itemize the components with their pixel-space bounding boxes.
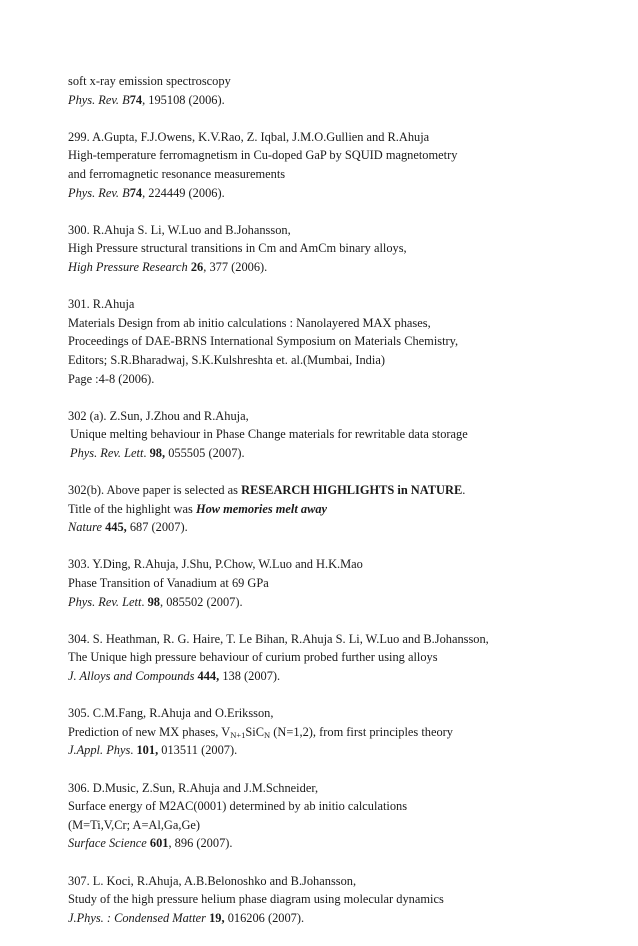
reference-line xyxy=(68,221,588,240)
reference-text: Unique melting behaviour in Phase Change materials for rewritable data storage xyxy=(70,427,468,442)
reference-line xyxy=(68,723,588,742)
reference-entry xyxy=(68,779,588,853)
reference-text: . xyxy=(141,594,148,609)
journal-text: Phys. Rev. B xyxy=(68,92,130,107)
reference-line xyxy=(68,648,588,667)
reference-text: 299. A.Gupta, F.J.Owens, K.V.Rao, Z. Iqbal, J.M.O.Gullien and R.Ahuja xyxy=(68,129,430,144)
journal-text: J.Appl. Phys xyxy=(68,743,131,758)
reference-line xyxy=(68,184,588,203)
reference-text: 303. Y.Ding, R.Ahuja, J.Shu, P.Chow, W.Luo and H.K.Mao xyxy=(68,557,363,572)
reference-line xyxy=(68,667,588,686)
reference-text: Prediction of new MX phases, V xyxy=(68,724,231,739)
volume-text: 98, xyxy=(149,445,166,460)
reference-entry xyxy=(68,295,588,388)
volume-text: 19, xyxy=(209,910,225,925)
reference-text: 305. C.M.Fang, R.Ahuja and O.Eriksson, xyxy=(68,706,274,721)
reference-line xyxy=(68,500,588,519)
reference-line xyxy=(68,295,588,314)
reference-text: and ferromagnetic resonance measurements xyxy=(68,166,286,181)
reference-line xyxy=(68,91,588,110)
reference-text: Phase Transition of Vanadium at 69 GPa xyxy=(68,576,269,591)
reference-line xyxy=(68,630,588,649)
reference-text: Editors; S.R.Bharadwaj, S.K.Kulshreshta et. al.(Mumbai, India) xyxy=(68,352,385,367)
reference-line xyxy=(68,314,588,333)
journal-text: Nature xyxy=(68,520,106,535)
reference-text: , 195108 (2006). xyxy=(142,92,225,107)
reference-line xyxy=(68,407,588,426)
subscript-text: N+1 xyxy=(230,729,246,740)
reference-line xyxy=(68,704,588,723)
reference-text: Proceedings of DAE-BRNS International Symposium on Materials Chemistry, xyxy=(68,334,459,349)
reference-line xyxy=(68,425,588,444)
reference-text: 055505 (2007). xyxy=(165,445,245,460)
volume-text: RESEARCH HIGHLIGHTS in NATURE xyxy=(241,483,463,498)
reference-text: , 085502 (2007). xyxy=(160,594,243,609)
journal-text: High Pressure Research xyxy=(68,259,191,274)
volume-text: 74 xyxy=(129,185,143,200)
reference-list xyxy=(68,72,588,946)
reference-text: 306. D.Music, Z.Sun, R.Ahuja and J.M.Schneider, xyxy=(68,780,319,795)
volume-text: 445, xyxy=(105,520,127,535)
journal-text: J.Phys. : Condensed Matter xyxy=(68,910,210,925)
reference-line xyxy=(68,72,588,91)
reference-line xyxy=(68,332,588,351)
reference-line xyxy=(68,128,588,147)
reference-entry xyxy=(68,481,588,537)
reference-text: 304. S. Heathman, R. G. Haire, T. Le Bihan, R.Ahuja S. Li, W.Luo and B.Johansson, xyxy=(68,631,489,646)
reference-text: High Pressure structural transitions in Cm and AmCm binary alloys, xyxy=(68,241,407,256)
reference-line xyxy=(68,574,588,593)
reference-text: The Unique high pressure behaviour of curium probed further using alloys xyxy=(68,650,438,665)
reference-entry xyxy=(68,221,588,277)
subscript-text: N xyxy=(264,729,271,740)
volume-text: 444, xyxy=(197,669,220,683)
reference-line xyxy=(68,146,588,165)
volume-text: 74 xyxy=(129,92,143,107)
reference-text: SiC xyxy=(245,724,265,739)
reference-line xyxy=(68,872,588,891)
reference-text: (M=Ti,V,Cr; A=Al,Ga,Ge) xyxy=(68,817,201,832)
reference-line xyxy=(68,797,588,816)
reference-text: Study of the high pressure helium phase diagram using molecular dynamics xyxy=(68,892,444,907)
reference-line xyxy=(68,890,588,909)
reference-text: 302 (a). Z.Sun, J.Zhou and R.Ahuja, xyxy=(68,408,249,423)
reference-text: Materials Design from ab initio calculations : Nanolayered MAX phases, xyxy=(68,315,431,330)
reference-text: Surface energy of M2AC(0001) determined by ab initio calculations xyxy=(68,799,408,814)
reference-line xyxy=(68,351,588,370)
reference-text: , 224449 (2006). xyxy=(142,185,225,200)
reference-line xyxy=(68,593,588,612)
volume-text: 101, xyxy=(136,743,159,758)
journal-text: Phys. Rev. B xyxy=(68,185,130,200)
reference-line xyxy=(68,518,588,537)
reference-line xyxy=(68,779,588,798)
reference-text: 013511 (2007). xyxy=(158,743,238,758)
reference-text: (N=1,2), from first principles theory xyxy=(270,724,453,739)
reference-entry xyxy=(68,872,588,928)
reference-line xyxy=(68,370,588,389)
volume-text: 601 xyxy=(149,836,169,851)
journal-text: Phys. Rev. Lett xyxy=(70,445,144,460)
reference-text: 016206 (2007). xyxy=(224,910,305,925)
journal-text: How memories melt away xyxy=(195,501,328,516)
reference-text: Title of the highlight was xyxy=(68,501,196,516)
reference-entry xyxy=(68,555,588,611)
reference-text: soft x-ray emission spectroscopy xyxy=(68,74,231,88)
reference-line xyxy=(68,816,588,835)
reference-text: 307. L. Koci, R.Ahuja, A.B.Belonoshko and B.Johansson, xyxy=(68,873,357,888)
reference-line xyxy=(68,444,588,463)
reference-text: 687 (2007). xyxy=(126,520,188,535)
volume-text: 26 xyxy=(190,259,204,274)
reference-text: . xyxy=(130,743,137,758)
reference-line xyxy=(68,909,588,928)
reference-entry xyxy=(68,407,588,463)
reference-line xyxy=(68,258,588,277)
reference-line xyxy=(68,165,588,184)
reference-text: 138 (2007). xyxy=(219,669,281,683)
reference-text: Page :4-8 (2006). xyxy=(68,371,155,386)
reference-entry xyxy=(68,72,588,109)
reference-text: . xyxy=(143,445,150,460)
reference-text: 301. R.Ahuja xyxy=(68,297,135,312)
journal-text: Phys. Rev. Lett xyxy=(68,594,142,609)
reference-text: . xyxy=(462,483,466,498)
reference-text: 300. R.Ahuja S. Li, W.Luo and B.Johansson, xyxy=(68,222,291,237)
reference-text: , 896 (2007). xyxy=(168,836,233,851)
volume-text: 98 xyxy=(147,594,160,609)
reference-line xyxy=(68,481,588,500)
reference-entry xyxy=(68,128,588,202)
reference-line xyxy=(68,834,588,853)
reference-entry xyxy=(68,630,588,686)
reference-text: High-temperature ferromagnetism in Cu-doped GaP by SQUID magnetometry xyxy=(68,148,458,163)
journal-text: J. Alloys and Compounds xyxy=(68,669,198,683)
reference-text: , 377 (2006). xyxy=(203,259,268,274)
reference-line xyxy=(68,239,588,258)
reference-text: 302(b). Above paper is selected as xyxy=(68,483,242,498)
reference-entry xyxy=(68,704,588,760)
reference-line xyxy=(68,741,588,760)
journal-text: Surface Science xyxy=(68,836,150,851)
reference-line xyxy=(68,555,588,574)
